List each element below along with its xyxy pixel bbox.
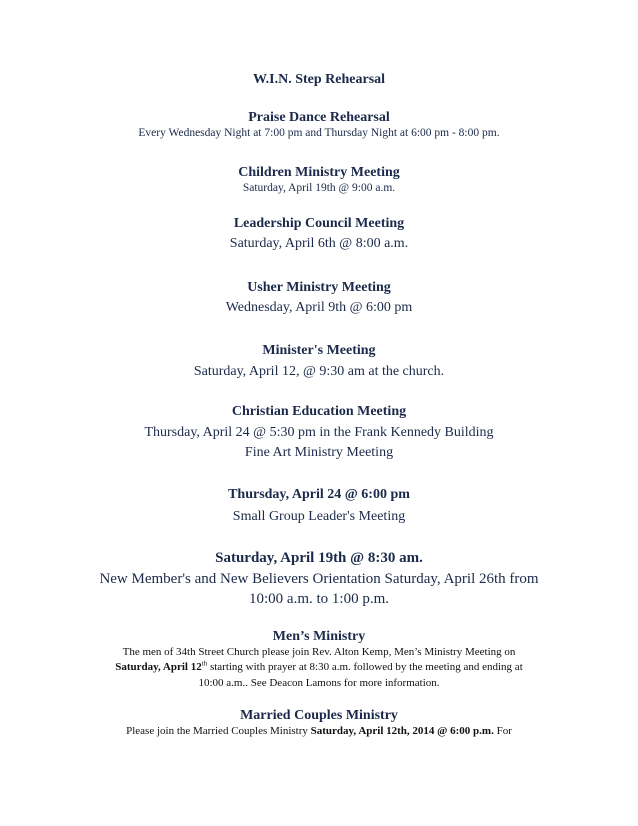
mens-ministry-date-bold: Saturday, April 12 bbox=[115, 661, 202, 673]
leadership-council-title: Leadership Council Meeting bbox=[233, 216, 405, 231]
mens-ministry-line1: The men of 34th Street Church please join Rev. Alton Kemp, Men’s Ministry Meeting on bbox=[122, 646, 516, 658]
new-members-orientation-line2: 10:00 a.m. to 1:00 p.m. bbox=[249, 591, 389, 607]
small-group-leaders-date: Saturday, April 19th @ 8:30 am. bbox=[215, 550, 423, 566]
married-couples-line1-post: For bbox=[493, 725, 512, 737]
usher-ministry-title: Usher Ministry Meeting bbox=[247, 280, 391, 295]
praise-dance-title: Praise Dance Rehearsal bbox=[248, 110, 390, 125]
christian-education-title: Christian Education Meeting bbox=[231, 404, 407, 419]
married-couples-date-bold: Saturday, April 12th, 2014 @ 6:00 p.m. bbox=[310, 725, 494, 737]
christian-education-date: Thursday, April 24 @ 5:30 pm in the Frank Kennedy Building bbox=[144, 425, 494, 440]
mens-ministry-line2 bbox=[0, 659, 638, 673]
married-couples-title: Married Couples Ministry bbox=[240, 708, 398, 723]
married-couples-line1-pre: Please join the Married Couples Ministry bbox=[126, 725, 311, 737]
fine-art-ministry-label: Fine Art Ministry Meeting bbox=[244, 445, 394, 460]
mens-ministry-line3: 10:00 a.m.. See Deacon Lamons for more information. bbox=[198, 677, 440, 689]
new-members-orientation-line1: New Member's and New Believers Orientation Saturday, April 26th from bbox=[99, 571, 539, 587]
married-couples-line1 bbox=[0, 726, 638, 737]
win-step-title: W.I.N. Step Rehearsal bbox=[252, 72, 386, 87]
leadership-council-date: Saturday, April 6th @ 8:00 a.m. bbox=[229, 236, 409, 251]
children-ministry-date: Saturday, April 19th @ 9:00 a.m. bbox=[242, 182, 396, 194]
ministers-meeting-title: Minister's Meeting bbox=[262, 343, 376, 358]
usher-ministry-date: Wednesday, April 9th @ 6:00 pm bbox=[225, 300, 413, 315]
ministers-meeting-date: Saturday, April 12, @ 9:30 am at the church. bbox=[193, 364, 445, 379]
mens-ministry-title: Men’s Ministry bbox=[272, 629, 366, 644]
mens-ministry-line2-rest: starting with prayer at 8:30 a.m. followed by the meeting and ending at bbox=[207, 661, 523, 673]
praise-dance-schedule: Every Wednesday Night at 7:00 pm and Thursday Night at 6:00 pm - 8:00 pm. bbox=[138, 127, 500, 139]
fine-art-ministry-date: Thursday, April 24 @ 6:00 pm bbox=[228, 487, 410, 502]
children-ministry-title: Children Ministry Meeting bbox=[238, 165, 400, 180]
mens-ministry-date-sup: th bbox=[201, 659, 208, 668]
small-group-leaders-label: Small Group Leader's Meeting bbox=[232, 509, 406, 524]
